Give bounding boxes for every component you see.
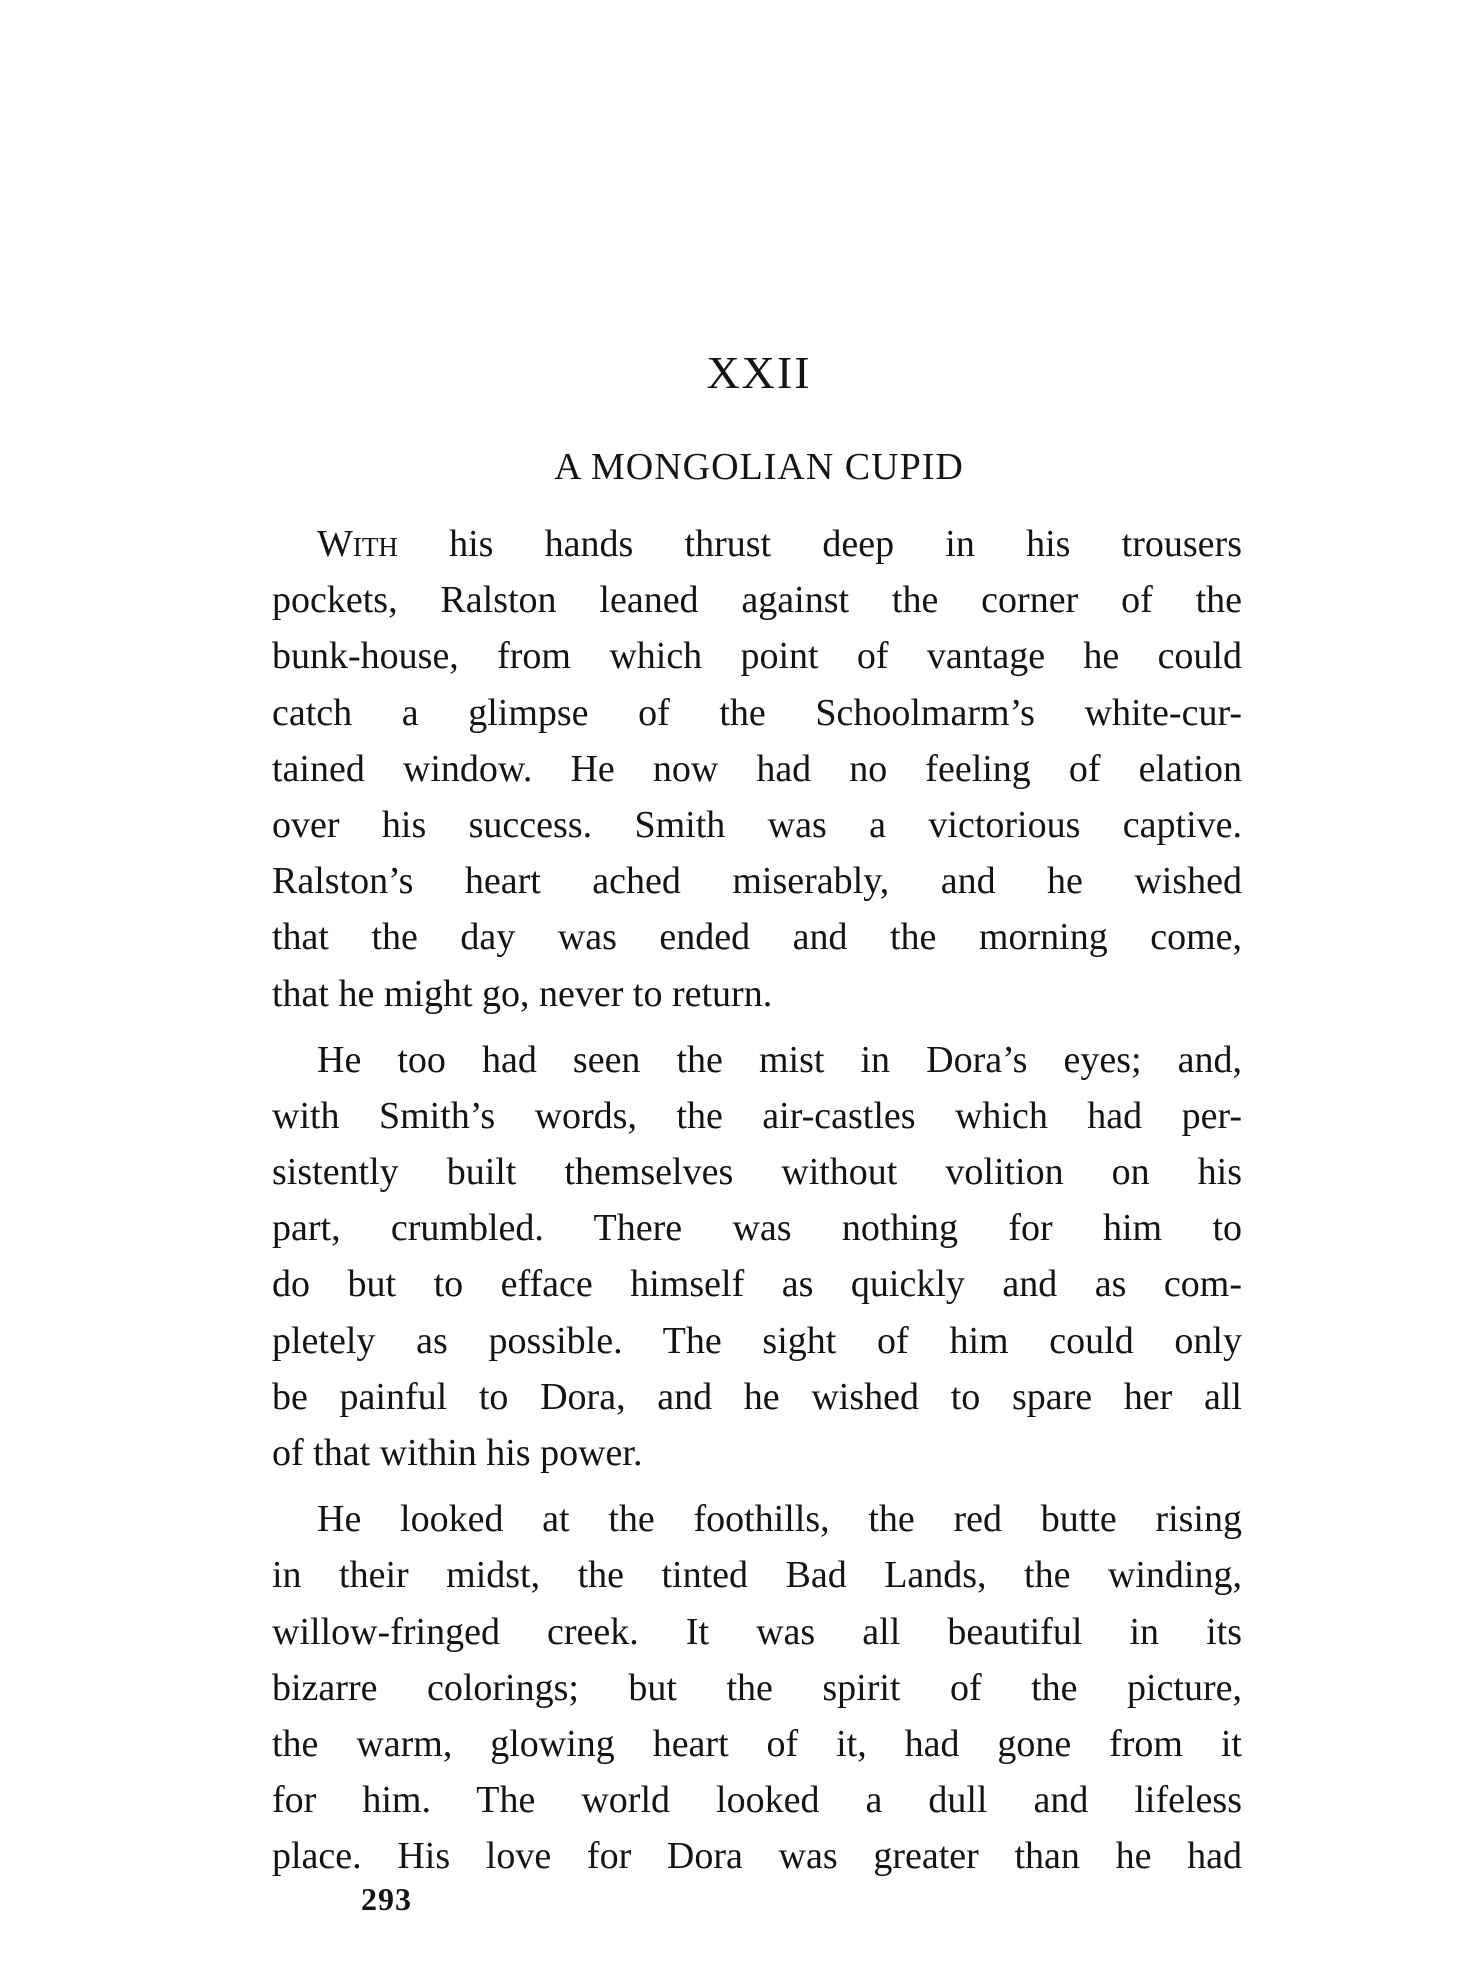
text-line: in their midst, the tinted Bad Lands, the winding,: [272, 1554, 1242, 1597]
drop-word: With: [317, 523, 398, 565]
text-line: for him. The world looked a dull and lifeless: [272, 1779, 1242, 1822]
text-line: He too had seen the mist in Dora’s eyes; and,: [317, 1038, 1242, 1081]
text-line: that the day was ended and the morning come,: [272, 916, 1242, 959]
text-line: place. His love for Dora was greater than he had: [272, 1835, 1242, 1878]
text-line: of that within his power.: [272, 1432, 643, 1474]
text-line: pockets, Ralston leaned against the corner of the: [272, 579, 1242, 622]
paragraph-gap: [272, 1022, 1242, 1032]
text-line: do but to efface himself as quickly and as com-: [272, 1263, 1242, 1306]
text-line: with Smith’s words, the air-castles which had per-: [272, 1094, 1242, 1137]
paragraph-gap: [272, 1481, 1242, 1491]
text-line: be painful to Dora, and he wished to spare her all: [272, 1375, 1242, 1418]
text-line: part, crumbled. There was nothing for him to: [272, 1207, 1242, 1250]
chapter-number: XXII: [706, 347, 812, 398]
body-text: [272, 516, 1242, 1885]
text-line: tained window. He now had no feeling of elation: [272, 747, 1242, 790]
page-number: 293: [361, 1881, 412, 1917]
paragraph-3: [272, 1491, 1242, 1884]
text-line: bizarre colorings; but the spirit of the picture,: [272, 1666, 1242, 1709]
text-line: that he might go, never to return.: [272, 972, 773, 1015]
text-line: He looked at the foothills, the red butte rising: [317, 1498, 1242, 1541]
text-line: over his success. Smith was a victorious captive.: [272, 803, 1242, 846]
text-line: willow-fringed creek. It was all beautiful in its: [272, 1610, 1242, 1653]
text-line: With his hands thrust deep in his trousers: [317, 523, 1242, 565]
chapter-title: A MONGOLIAN CUPID: [554, 446, 964, 488]
text-line: Ralston’s heart ached miserably, and he wished: [272, 860, 1242, 903]
paragraph-2: [272, 1032, 1242, 1482]
text-line: bunk-house, from which point of vantage he could: [272, 635, 1242, 678]
text-line: sistently built themselves without volition on his: [272, 1151, 1242, 1194]
paragraph-1: [272, 516, 1242, 1022]
text-line: the warm, glowing heart of it, had gone from it: [272, 1722, 1242, 1765]
text-line: pletely as possible. The sight of him could only: [272, 1319, 1242, 1362]
text-line: catch a glimpse of the Schoolmarm’s white-cur-: [272, 691, 1242, 734]
